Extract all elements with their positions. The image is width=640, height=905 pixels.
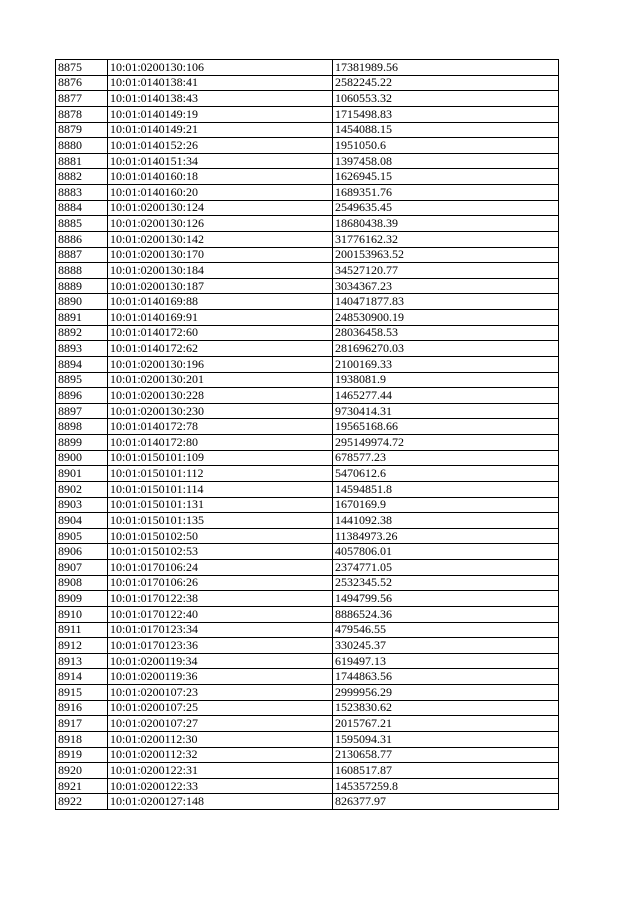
value-cell: 5470612.6 (333, 466, 559, 482)
row-number-cell: 8891 (56, 310, 108, 326)
row-number-cell: 8900 (56, 450, 108, 466)
row-number-cell: 8909 (56, 591, 108, 607)
cadastral-number-cell: 10:01:0140172:80 (108, 435, 333, 451)
cadastral-number-cell: 10:01:0170122:38 (108, 591, 333, 607)
cadastral-number-cell: 10:01:0200127:148 (108, 794, 333, 810)
table-row (56, 341, 559, 357)
value-cell: 8886524.36 (333, 606, 559, 622)
cadastral-number-cell: 10:01:0140151:34 (108, 153, 333, 169)
table-row (56, 169, 559, 185)
row-number-cell: 8898 (56, 419, 108, 435)
cadastral-number-cell: 10:01:0150102:53 (108, 544, 333, 560)
row-number-cell: 8888 (56, 263, 108, 279)
cadastral-number-cell: 10:01:0140138:43 (108, 91, 333, 107)
cadastral-number-cell: 10:01:0200112:32 (108, 747, 333, 763)
value-cell: 619497.13 (333, 653, 559, 669)
cadastral-number-cell: 10:01:0150101:131 (108, 497, 333, 513)
table-row (56, 372, 559, 388)
table-row (56, 716, 559, 732)
value-cell: 1715498.83 (333, 106, 559, 122)
table-row (56, 310, 559, 326)
table-row (56, 544, 559, 560)
table-row (56, 91, 559, 107)
cadastral-number-cell: 10:01:0200130:196 (108, 356, 333, 372)
value-cell: 678577.23 (333, 450, 559, 466)
cadastral-number-cell: 10:01:0140169:88 (108, 294, 333, 310)
row-number-cell: 8912 (56, 638, 108, 654)
value-cell: 28036458.53 (333, 325, 559, 341)
row-number-cell: 8877 (56, 91, 108, 107)
table-row (56, 622, 559, 638)
value-cell: 11384973.26 (333, 528, 559, 544)
value-cell: 31776162.32 (333, 231, 559, 247)
table-row (56, 700, 559, 716)
cadastral-number-cell: 10:01:0200130:184 (108, 263, 333, 279)
row-number-cell: 8889 (56, 278, 108, 294)
table-row (56, 747, 559, 763)
row-number-cell: 8881 (56, 153, 108, 169)
cadastral-number-cell: 10:01:0200107:27 (108, 716, 333, 732)
value-cell: 1060553.32 (333, 91, 559, 107)
table-row (56, 185, 559, 201)
value-cell: 2374771.05 (333, 560, 559, 576)
table-row (56, 450, 559, 466)
row-number-cell: 8922 (56, 794, 108, 810)
table-row (56, 263, 559, 279)
cadastral-number-cell: 10:01:0140172:62 (108, 341, 333, 357)
cadastral-number-cell: 10:01:0140172:60 (108, 325, 333, 341)
table-row (56, 419, 559, 435)
cadastral-number-cell: 10:01:0200130:228 (108, 388, 333, 404)
value-cell: 295149974.72 (333, 435, 559, 451)
row-number-cell: 8916 (56, 700, 108, 716)
cadastral-number-cell: 10:01:0140160:18 (108, 169, 333, 185)
table-row (56, 60, 559, 76)
value-cell: 826377.97 (333, 794, 559, 810)
table-row (56, 591, 559, 607)
row-number-cell: 8895 (56, 372, 108, 388)
cadastral-number-cell: 10:01:0150101:135 (108, 513, 333, 529)
row-number-cell: 8886 (56, 231, 108, 247)
row-number-cell: 8921 (56, 778, 108, 794)
value-cell: 14594851.8 (333, 481, 559, 497)
row-number-cell: 8890 (56, 294, 108, 310)
row-number-cell: 8905 (56, 528, 108, 544)
cadastral-number-cell: 10:01:0140149:21 (108, 122, 333, 138)
table-row (56, 403, 559, 419)
cadastral-number-cell: 10:01:0170106:24 (108, 560, 333, 576)
row-number-cell: 8892 (56, 325, 108, 341)
cadastral-number-cell: 10:01:0200107:23 (108, 685, 333, 701)
value-cell: 4057806.01 (333, 544, 559, 560)
cadastral-number-cell: 10:01:0150101:114 (108, 481, 333, 497)
value-cell: 1494799.56 (333, 591, 559, 607)
row-number-cell: 8875 (56, 60, 108, 76)
row-number-cell: 8882 (56, 169, 108, 185)
table-row (56, 325, 559, 341)
value-cell: 9730414.31 (333, 403, 559, 419)
value-cell: 140471877.83 (333, 294, 559, 310)
cadastral-number-cell: 10:01:0200130:230 (108, 403, 333, 419)
value-cell: 19565168.66 (333, 419, 559, 435)
table-row (56, 778, 559, 794)
row-number-cell: 8901 (56, 466, 108, 482)
row-number-cell: 8894 (56, 356, 108, 372)
row-number-cell: 8897 (56, 403, 108, 419)
value-cell: 1454088.15 (333, 122, 559, 138)
table-row (56, 122, 559, 138)
table-row (56, 106, 559, 122)
cadastral-number-cell: 10:01:0150101:112 (108, 466, 333, 482)
row-number-cell: 8880 (56, 138, 108, 154)
table-row (56, 216, 559, 232)
cadastral-number-cell: 10:01:0200119:34 (108, 653, 333, 669)
row-number-cell: 8899 (56, 435, 108, 451)
cadastral-number-cell: 10:01:0200130:142 (108, 231, 333, 247)
cadastral-number-cell: 10:01:0200119:36 (108, 669, 333, 685)
row-number-cell: 8879 (56, 122, 108, 138)
cadastral-number-cell: 10:01:0200130:201 (108, 372, 333, 388)
value-cell: 17381989.56 (333, 60, 559, 76)
table-row (56, 638, 559, 654)
value-cell: 34527120.77 (333, 263, 559, 279)
cadastral-number-cell: 10:01:0200122:31 (108, 763, 333, 779)
table-row (56, 497, 559, 513)
row-number-cell: 8904 (56, 513, 108, 529)
cadastral-number-cell: 10:01:0200107:25 (108, 700, 333, 716)
row-number-cell: 8914 (56, 669, 108, 685)
cadastral-number-cell: 10:01:0200130:106 (108, 60, 333, 76)
row-number-cell: 8884 (56, 200, 108, 216)
table-row (56, 75, 559, 91)
table-row (56, 356, 559, 372)
table-row (56, 560, 559, 576)
cadastral-number-cell: 10:01:0200130:170 (108, 247, 333, 263)
value-cell: 1608517.87 (333, 763, 559, 779)
table-row (56, 247, 559, 263)
value-cell: 2582245.22 (333, 75, 559, 91)
cadastral-number-cell: 10:01:0150102:50 (108, 528, 333, 544)
cadastral-number-cell: 10:01:0170122:40 (108, 606, 333, 622)
table-row (56, 653, 559, 669)
value-cell: 200153963.52 (333, 247, 559, 263)
cadastral-number-cell: 10:01:0170123:34 (108, 622, 333, 638)
cadastral-number-cell: 10:01:0140138:41 (108, 75, 333, 91)
table-row (56, 731, 559, 747)
value-cell: 330245.37 (333, 638, 559, 654)
cadastral-number-cell: 10:01:0140152:26 (108, 138, 333, 154)
value-cell: 2130658.77 (333, 747, 559, 763)
value-cell: 248530900.19 (333, 310, 559, 326)
row-number-cell: 8906 (56, 544, 108, 560)
value-cell: 479546.55 (333, 622, 559, 638)
row-number-cell: 8902 (56, 481, 108, 497)
table-row (56, 606, 559, 622)
cadastral-number-cell: 10:01:0200130:126 (108, 216, 333, 232)
cadastral-number-cell: 10:01:0140149:19 (108, 106, 333, 122)
row-number-cell: 8883 (56, 185, 108, 201)
cadastral-number-cell: 10:01:0140160:20 (108, 185, 333, 201)
table-row (56, 231, 559, 247)
value-cell: 145357259.8 (333, 778, 559, 794)
table-row (56, 138, 559, 154)
table-row (56, 575, 559, 591)
row-number-cell: 8893 (56, 341, 108, 357)
row-number-cell: 8919 (56, 747, 108, 763)
row-number-cell: 8920 (56, 763, 108, 779)
table-row (56, 685, 559, 701)
value-cell: 1595094.31 (333, 731, 559, 747)
row-number-cell: 8918 (56, 731, 108, 747)
row-number-cell: 8915 (56, 685, 108, 701)
row-number-cell: 8908 (56, 575, 108, 591)
value-cell: 18680438.39 (333, 216, 559, 232)
cadastral-number-cell: 10:01:0200130:187 (108, 278, 333, 294)
table-row (56, 466, 559, 482)
value-cell: 1951050.6 (333, 138, 559, 154)
table-body (56, 60, 559, 810)
row-number-cell: 8887 (56, 247, 108, 263)
table-row (56, 763, 559, 779)
value-cell: 1689351.76 (333, 185, 559, 201)
row-number-cell: 8876 (56, 75, 108, 91)
row-number-cell: 8911 (56, 622, 108, 638)
table-row (56, 388, 559, 404)
table-row (56, 294, 559, 310)
value-cell: 1744863.56 (333, 669, 559, 685)
table-row (56, 153, 559, 169)
value-cell: 1670169.9 (333, 497, 559, 513)
table-row (56, 528, 559, 544)
cadastral-number-cell: 10:01:0170123:36 (108, 638, 333, 654)
table-row (56, 278, 559, 294)
table-row (56, 481, 559, 497)
value-cell: 1938081.9 (333, 372, 559, 388)
cadastral-number-cell: 10:01:0200122:33 (108, 778, 333, 794)
table-row (56, 669, 559, 685)
row-number-cell: 8907 (56, 560, 108, 576)
value-cell: 1465277.44 (333, 388, 559, 404)
value-cell: 2100169.33 (333, 356, 559, 372)
cadastral-value-table (55, 59, 559, 810)
table-row (56, 513, 559, 529)
row-number-cell: 8910 (56, 606, 108, 622)
row-number-cell: 8896 (56, 388, 108, 404)
row-number-cell: 8913 (56, 653, 108, 669)
cadastral-number-cell: 10:01:0200130:124 (108, 200, 333, 216)
value-cell: 1626945.15 (333, 169, 559, 185)
value-cell: 2532345.52 (333, 575, 559, 591)
table-row (56, 794, 559, 810)
value-cell: 3034367.23 (333, 278, 559, 294)
row-number-cell: 8917 (56, 716, 108, 732)
value-cell: 1441092.38 (333, 513, 559, 529)
cadastral-number-cell: 10:01:0150101:109 (108, 450, 333, 466)
value-cell: 2999956.29 (333, 685, 559, 701)
table-row (56, 435, 559, 451)
cadastral-number-cell: 10:01:0140169:91 (108, 310, 333, 326)
value-cell: 1523830.62 (333, 700, 559, 716)
row-number-cell: 8903 (56, 497, 108, 513)
value-cell: 2549635.45 (333, 200, 559, 216)
cadastral-number-cell: 10:01:0140172:78 (108, 419, 333, 435)
cadastral-number-cell: 10:01:0200112:30 (108, 731, 333, 747)
value-cell: 281696270.03 (333, 341, 559, 357)
row-number-cell: 8878 (56, 106, 108, 122)
cadastral-number-cell: 10:01:0170106:26 (108, 575, 333, 591)
row-number-cell: 8885 (56, 216, 108, 232)
value-cell: 1397458.08 (333, 153, 559, 169)
table-row (56, 200, 559, 216)
value-cell: 2015767.21 (333, 716, 559, 732)
